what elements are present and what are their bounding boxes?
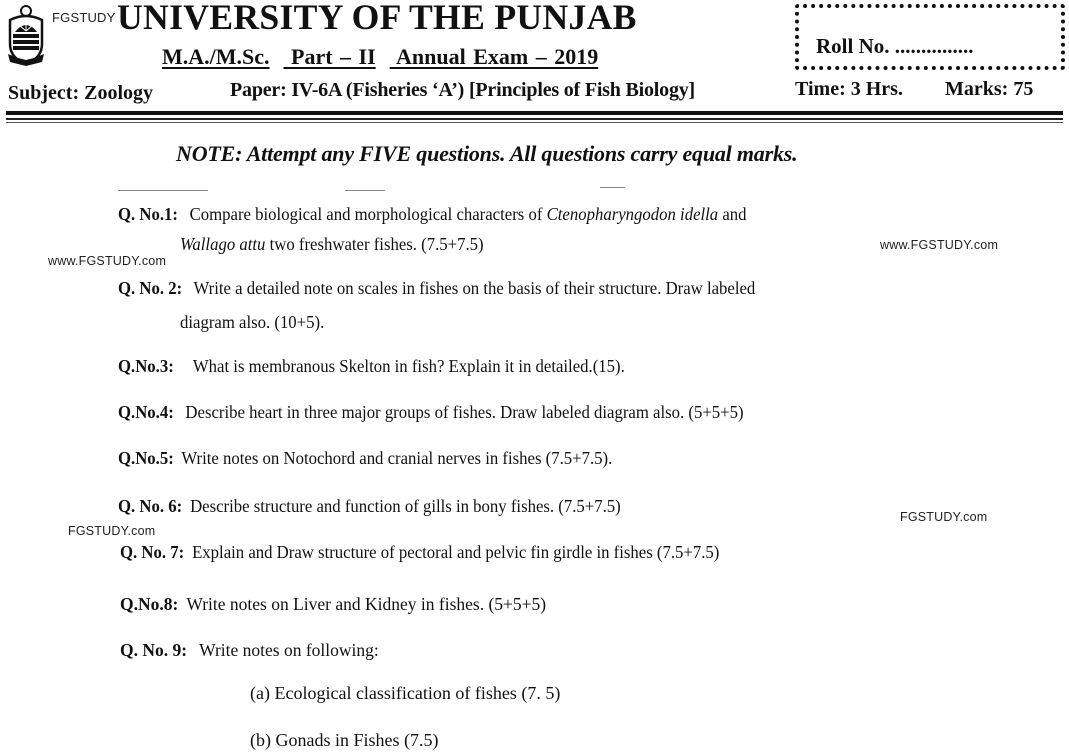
question-5	[118, 448, 612, 469]
question-text: Write notes on Liver and Kidney in fishes. (5+5+5)	[186, 594, 547, 614]
question-label: Q. No. 7:	[120, 542, 185, 562]
species-name: Wallago attu	[180, 234, 266, 254]
header-divider-thin	[6, 118, 1063, 120]
question-8	[120, 594, 546, 615]
part-label: Part – II	[291, 44, 376, 69]
question-9	[120, 640, 379, 661]
question-text: Write notes on Notochord and cranial nerves in fishes (7.5+7.5).	[181, 448, 613, 468]
question-label: Q.No.4:	[118, 402, 174, 422]
watermark-url: www.FGSTUDY.com	[48, 254, 167, 268]
question-7	[120, 542, 719, 563]
question-2	[118, 278, 755, 299]
scan-artifact	[345, 190, 385, 191]
university-title: UNIVERSITY OF THE PUNJAB	[117, 0, 637, 37]
question-label: Q. No. 6:	[118, 496, 183, 516]
exam-note: NOTE: Attempt any FIVE questions. All questions carry equal marks.	[176, 141, 798, 166]
question-text: Describe heart in three major groups of fishes. Draw labeled diagram also. (5+5+5)	[185, 402, 744, 422]
scan-artifact	[118, 190, 208, 191]
question-text: two freshwater fishes. (7.5+7.5)	[265, 234, 484, 254]
paper-label: Paper: IV-6A (Fisheries ‘A’) [Principles of Fish Biology]	[230, 79, 696, 101]
question-label: Q.No.3:	[118, 356, 174, 376]
watermark-url: FGSTUDY.com	[900, 510, 988, 524]
species-name: Ctenopharyngodon idella	[546, 204, 719, 224]
question-text: Describe structure and function of gills in bony fishes. (7.5+7.5)	[190, 496, 621, 516]
question-2-line-2	[180, 312, 324, 333]
question-label: Q. No. 9:	[120, 640, 188, 660]
header-divider-thick	[6, 111, 1063, 115]
scan-artifact	[600, 187, 625, 188]
question-label: Q. No.1:	[118, 204, 178, 224]
annual-exam-label: Annual Exam – 2019	[395, 44, 599, 69]
question-9-sub-item-b: (b) Gonads in Fishes (7.5)	[250, 730, 439, 750]
question-text: and	[718, 204, 747, 224]
watermark-fgstudy: FGSTUDY	[52, 10, 116, 25]
question-text: Write notes on following:	[199, 640, 379, 660]
question-1	[118, 204, 747, 225]
question-label: Q.No.8:	[120, 594, 179, 614]
question-1-line-2	[180, 234, 484, 255]
university-crest-logo	[6, 4, 46, 66]
subject-label: Subject: Zoology	[8, 82, 153, 104]
question-text: Write a detailed note on scales in fishes on the basis of their structure. Draw labeled	[193, 278, 756, 298]
question-text: Compare biological and morphological characters of	[189, 204, 547, 224]
question-text: Explain and Draw structure of pectoral and pelvic fin girdle in fishes (7.5+7.5)	[192, 542, 720, 562]
question-6	[118, 496, 621, 517]
question-text: What is membranous Skelton in fish? Explain it in detailed.(15).	[192, 356, 625, 376]
question-3	[118, 356, 625, 377]
question-label: Q. No. 2:	[118, 278, 183, 298]
watermark-url: www.FGSTUDY.com	[880, 238, 999, 252]
degree-label: M.A./M.Sc.	[162, 44, 270, 69]
time-label: Time: 3 Hrs.	[795, 78, 903, 100]
question-4	[118, 402, 744, 423]
roll-number-label: Roll No. ...............	[816, 34, 974, 58]
question-label: Q.No.5:	[118, 448, 174, 468]
header-divider-hairline	[6, 122, 1063, 123]
question-9-sub-item-a: (a) Ecological classification of fishes (7. 5)	[250, 683, 561, 703]
exam-title-line	[162, 44, 612, 70]
question-text: diagram also. (10+5).	[180, 312, 325, 332]
marks-label: Marks: 75	[945, 78, 1034, 100]
watermark-url: FGSTUDY.com	[68, 524, 156, 538]
